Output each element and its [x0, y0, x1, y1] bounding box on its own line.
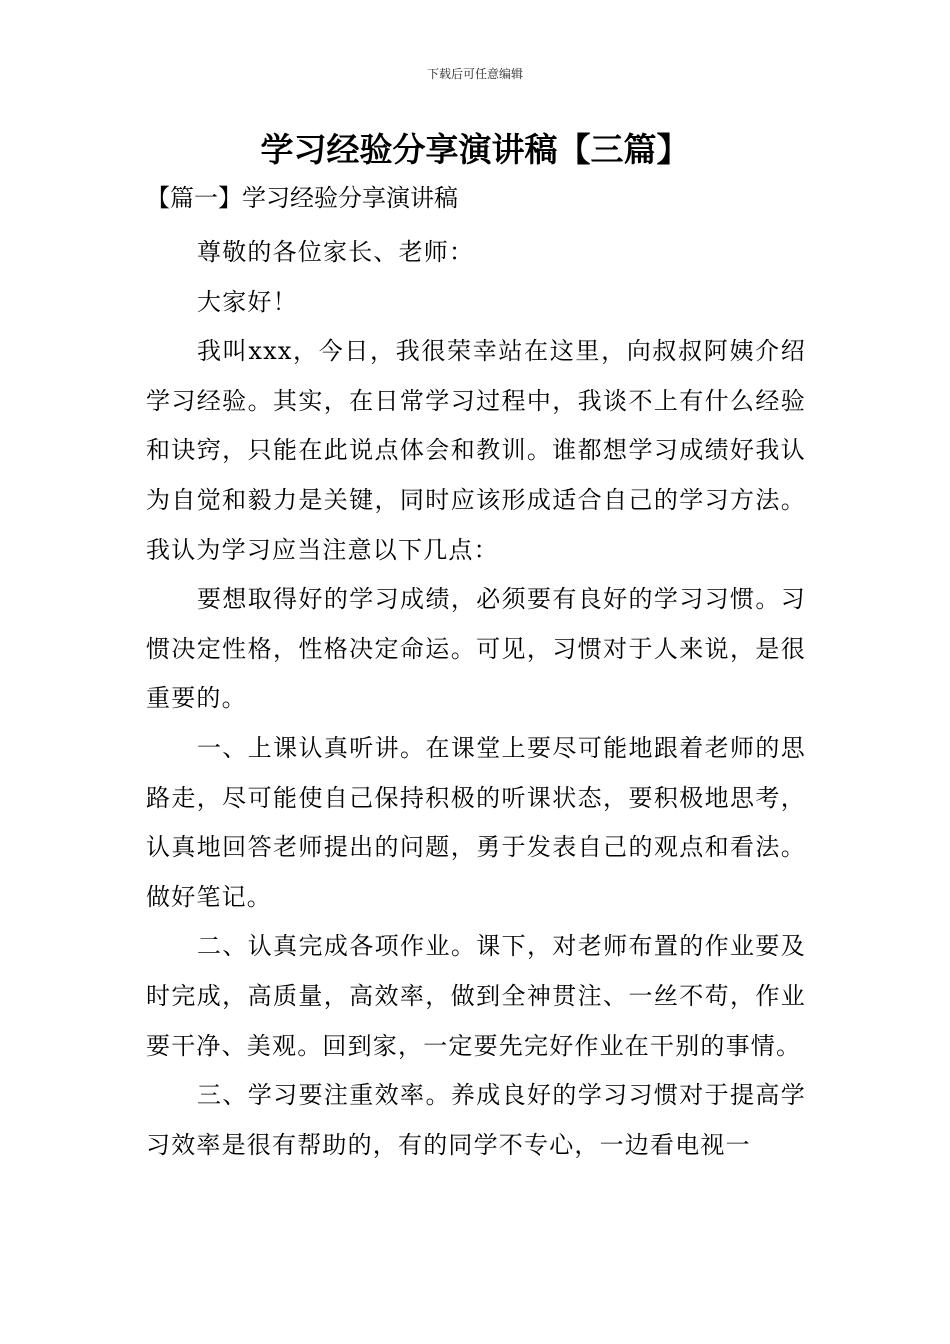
paragraph-point-one: 一、上课认真听讲。在课堂上要尽可能地跟着老师的思路走，尽可能使自己保持积极的听课状态，要积极地思考，认真地回答老师提出的问题，勇于发表自己的观点和看法。做好笔记。 — [146, 733, 806, 911]
paragraph-point-two: 二、认真完成各项作业。课下，对老师布置的作业要及时完成，高质量，高效率，做到全神贯注、一丝不苟，作业要干净、美观。回到家，一定要先完好作业在干别的事情。 — [146, 932, 806, 1060]
paragraph-point-three: 三、学习要注重效率。养成良好的学习习惯对于提高学习效率是很有帮助的，有的同学不专心，一边看电视一 — [146, 1081, 806, 1159]
document-title: 学习经验分享演讲稿【三篇】 — [260, 130, 690, 169]
paragraph-greeting: 大家好！ — [197, 287, 298, 316]
paragraph-habits: 要想取得好的学习成绩，必须要有良好的学习习惯。习惯决定性格，性格决定命运。可见，习惯对于人来说，是很重要的。 — [146, 585, 806, 713]
paragraph-introduction: 我叫xxx，今日，我很荣幸站在这里，向叔叔阿姨介绍学习经验。其实，在日常学习过程中，我谈不上有什么经验和诀窍，只能在此说点体会和教训。谁都想学习成绩好我认为自觉和毅力是关键，同时应该形成适合自己的学习方法。我认为学习应当注意以下几点： — [146, 337, 806, 564]
section-heading: 【篇一】学习经验分享演讲稿 — [146, 184, 458, 212]
header-note: 下载后可任意编辑 — [426, 67, 523, 81]
paragraph-salutation: 尊敬的各位家长、老师： — [197, 238, 475, 266]
body-text — [146, 228, 806, 1170]
